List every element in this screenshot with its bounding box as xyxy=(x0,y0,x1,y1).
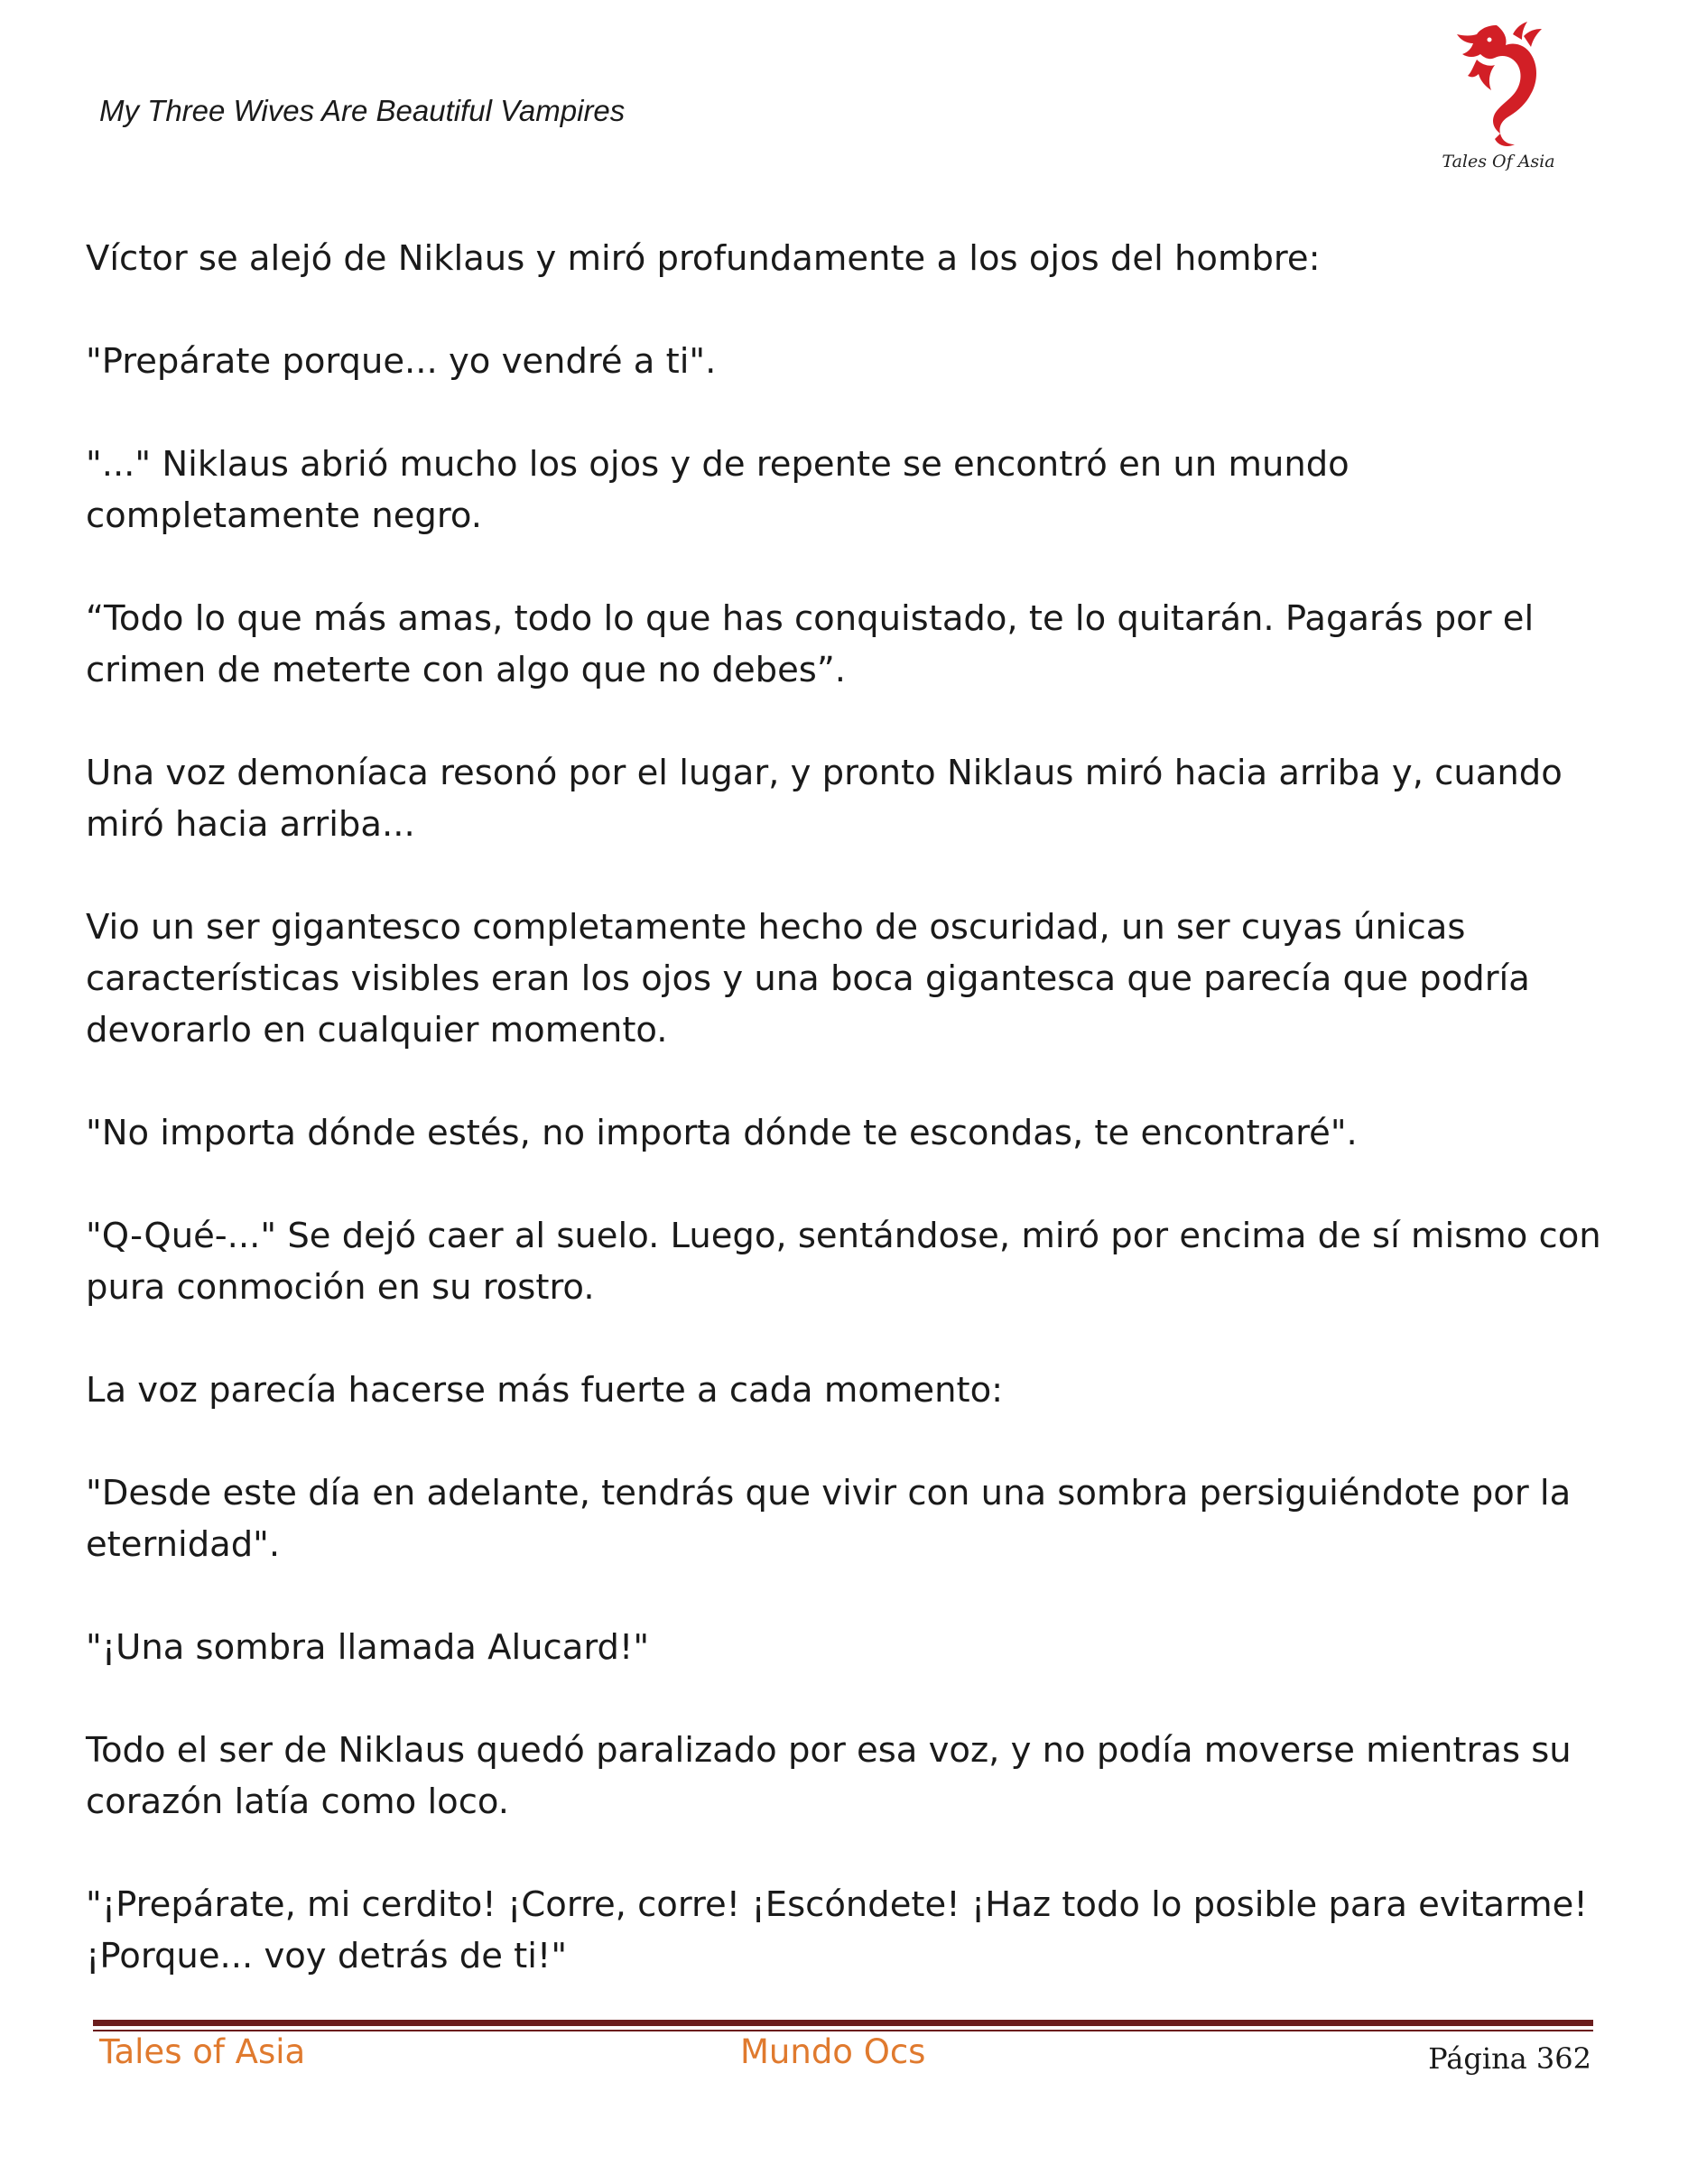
paragraph: Víctor se alejó de Niklaus y miró profundamente a los ojos del hombre: xyxy=(86,238,1321,279)
page-body xyxy=(86,233,1611,2033)
logo-text: Tales Of Asia xyxy=(1442,152,1555,171)
footer-publisher: Tales of Asia xyxy=(99,2032,306,2071)
paragraph: Todo el ser de Niklaus quedó paralizado por esa voz, y no podía moverse mientras su corazón latía como loco. xyxy=(86,1730,1572,1822)
paragraph: Vio un ser gigantesco completamente hecho de oscuridad, un ser cuyas únicas características visibles eran los ojos y una boca gigantesca que parecía que podría devorarlo en cualquier momento. xyxy=(86,907,1530,1050)
footer-divider-thin xyxy=(93,2030,1593,2031)
page-number: Página 362 xyxy=(1428,2041,1591,2076)
dragon-icon xyxy=(1444,18,1553,153)
footer-divider-thick xyxy=(93,2020,1593,2026)
paragraph: Una voz demoníaca resonó por el lugar, y pronto Niklaus miró hacia arriba y, cuando miró hacia arriba... xyxy=(86,753,1563,845)
paragraph: "..." Niklaus abrió mucho los ojos y de repente se encontró en un mundo completamente negro. xyxy=(86,444,1349,536)
paragraph: La voz parecía hacerse más fuerte a cada momento: xyxy=(86,1370,1004,1411)
paragraph: "Desde este día en adelante, tendrás que vivir con una sombra persiguiéndote por la eternidad". xyxy=(86,1473,1572,1565)
footer-section: Mundo Ocs xyxy=(740,2032,926,2071)
book-title: My Three Wives Are Beautiful Vampires xyxy=(99,94,626,127)
paragraph: "No importa dónde estés, no importa dónde te escondas, te encontraré". xyxy=(86,1113,1358,1153)
publisher-logo xyxy=(1426,18,1571,180)
paragraph: “Todo lo que más amas, todo lo que has conquistado, te lo quitarán. Pagarás por el crimen de meterte con algo que no debes”. xyxy=(86,598,1535,690)
paragraph: "¡Prepárate, mi cerdito! ¡Corre, corre! ¡Escóndete! ¡Haz todo lo posible para evitarme! ¡Porque... voy detrás de ti!" xyxy=(86,1884,1588,1976)
paragraph: "Prepárate porque... yo vendré a ti". xyxy=(86,341,717,382)
paragraph: "¡Una sombra llamada Alucard!" xyxy=(86,1627,650,1668)
paragraph: "Q-Qué-..." Se dejó caer al suelo. Luego, sentándose, miró por encima de sí mismo con pura conmoción en su rostro. xyxy=(86,1216,1601,1308)
